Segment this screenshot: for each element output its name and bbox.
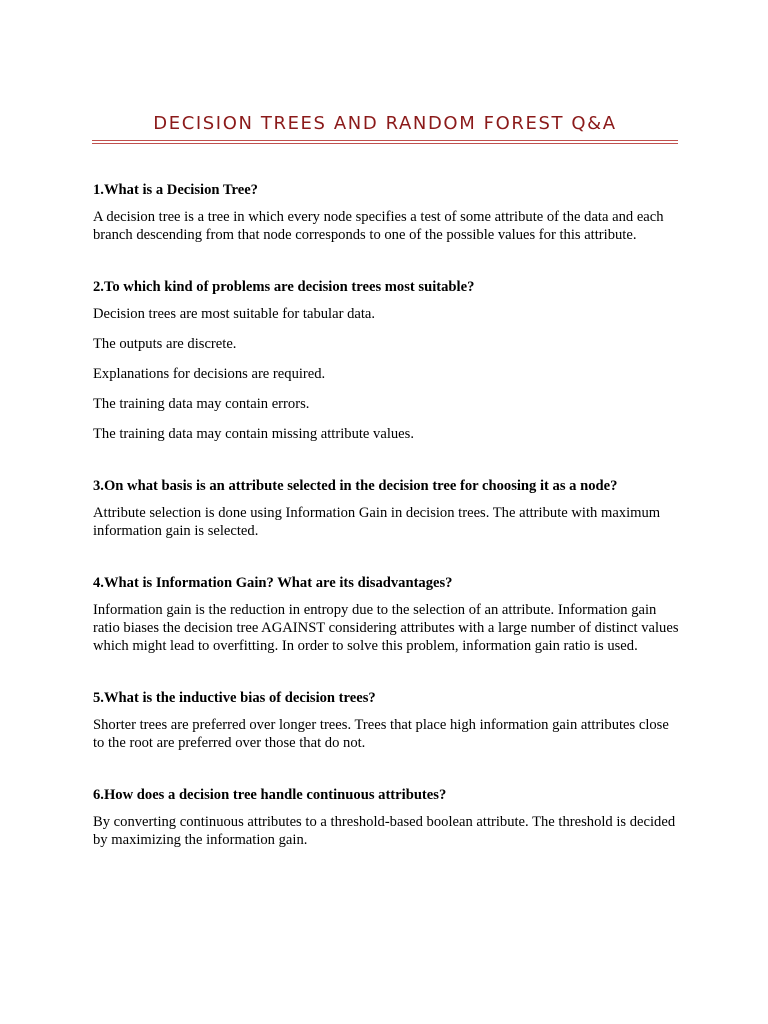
document-title: DECISION TREES AND RANDOM FOREST Q&A [153, 113, 617, 134]
question-3: 3.On what basis is an attribute selected in the decision tree for choosing it as a node? [93, 478, 618, 494]
answer-2-paragraph-2: The outputs are discrete. [93, 336, 237, 352]
question-4: 4.What is Information Gain? What are its disadvantages? [93, 575, 453, 591]
answer-6-paragraph-1: By converting continuous attributes to a threshold-based boolean attribute. The threshold is decided by maximizing the information gain. [93, 814, 676, 848]
qa-item-5 [93, 689, 683, 752]
answer-3-paragraph-1: Attribute selection is done using Information Gain in decision trees. The attribute with maximum information gain is selected. [93, 505, 661, 539]
question-6: 6.How does a decision tree handle continuous attributes? [93, 787, 447, 803]
qa-item-2 [93, 278, 683, 443]
qa-content [93, 181, 683, 883]
qa-item-3 [93, 477, 683, 540]
answer-2-paragraph-3: Explanations for decisions are required. [93, 366, 326, 382]
answer-5-paragraph-1: Shorter trees are preferred over longer trees. Trees that place high information gain attributes close to the root are preferred over those that do not. [93, 717, 669, 751]
answer-2-paragraph-5: The training data may contain missing attribute values. [93, 426, 414, 442]
question-1: 1.What is a Decision Tree? [93, 182, 258, 198]
answer-2-paragraph-4: The training data may contain errors. [93, 396, 310, 412]
answer-4-paragraph-1: Information gain is the reduction in entropy due to the selection of an attribute. Information gain ratio biases the decision tree AGAINST considering attributes with a large number of distinct values which might lead to overfitting. In order to solve this problem, information gain ratio is used. [93, 602, 679, 654]
title-double-rule [92, 140, 678, 144]
question-5: 5.What is the inductive bias of decision trees? [93, 690, 376, 706]
question-2: 2.To which kind of problems are decision trees most suitable? [93, 279, 475, 295]
answer-1-paragraph-1: A decision tree is a tree in which every node specifies a test of some attribute of the data and each branch descending from that node corresponds to one of the possible values for this attribute. [93, 209, 664, 243]
qa-item-6 [93, 786, 683, 849]
answer-2-paragraph-1: Decision trees are most suitable for tabular data. [93, 306, 376, 322]
qa-item-1 [93, 181, 683, 244]
qa-item-4 [93, 574, 683, 655]
